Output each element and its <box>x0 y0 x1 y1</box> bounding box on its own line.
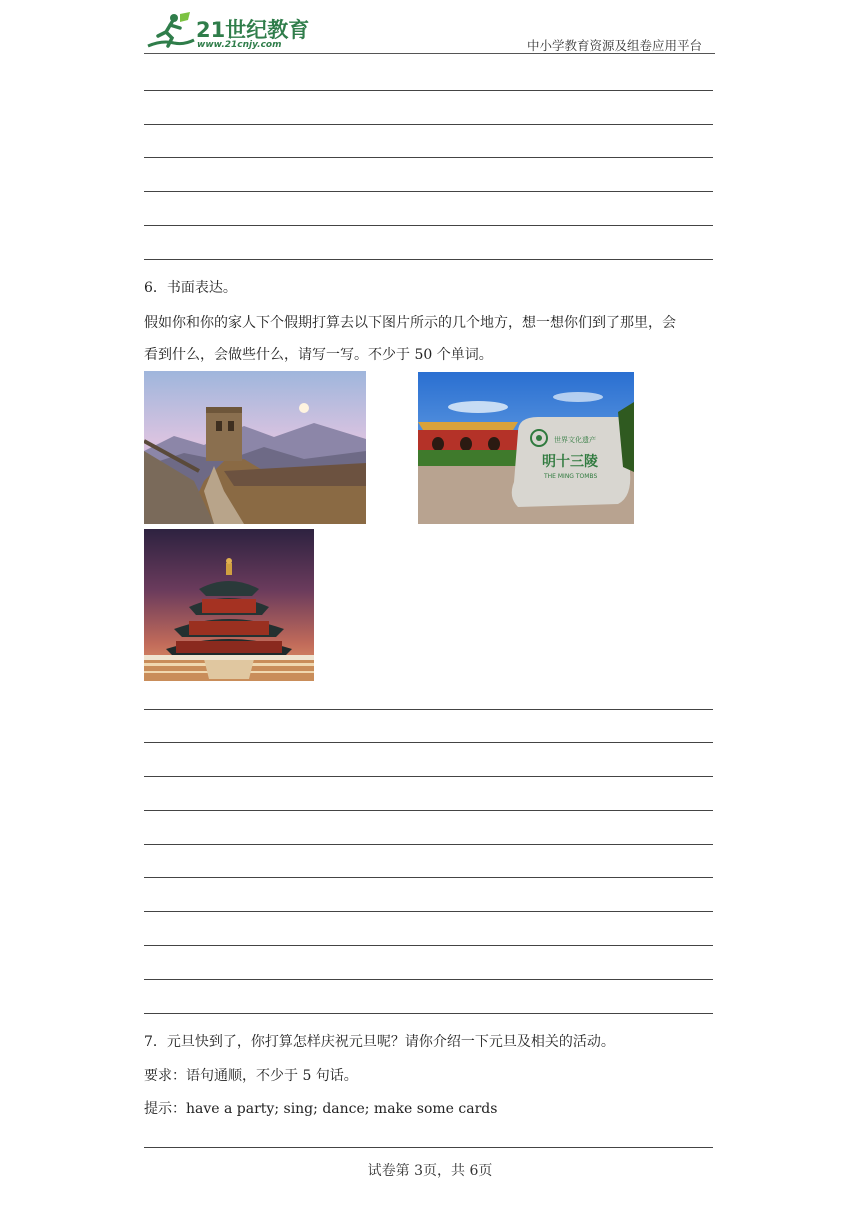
answer-line <box>144 709 713 710</box>
answer-line <box>144 124 713 125</box>
platform-label: 中小学教育资源及组卷应用平台 <box>526 38 702 53</box>
answer-line <box>144 877 713 878</box>
answer-line <box>144 979 713 980</box>
answer-line <box>144 191 713 192</box>
answer-line <box>144 1147 713 1148</box>
answer-line <box>144 945 713 946</box>
runner-logo-icon <box>144 10 196 52</box>
q7-title: 7．元旦快到了，你打算怎样庆祝元旦呢？请你介绍一下元旦及相关的活动。 <box>144 1034 615 1050</box>
answer-line <box>144 810 713 811</box>
q6-prompt-line2: 看到什么，会做些什么，请写一写。不少于 50 个单词。 <box>144 347 493 363</box>
ming-tombs-photo <box>418 372 634 524</box>
answer-line <box>144 742 713 743</box>
page-number: 试卷第 3页，共 6页 <box>367 1163 493 1179</box>
q7-requirement: 要求：语句通顺，不少于 5 句话。 <box>144 1068 358 1084</box>
answer-line <box>144 259 713 260</box>
answer-line <box>144 844 713 845</box>
answer-line <box>144 1013 713 1014</box>
q6-title: 6．书面表达。 <box>144 280 237 296</box>
answer-line <box>144 225 713 226</box>
stone-en-text: THE MING TOMBS <box>544 473 598 480</box>
q7-hint: 提示：have a party; sing; dance; make some cards <box>144 1101 498 1117</box>
answer-line <box>144 911 713 912</box>
great-wall-photo <box>144 371 366 524</box>
q6-prompt-line1: 假如你和你的家人下个假期打算去以下图片所示的几个地方，想一想你们到了那里，会 <box>144 315 676 331</box>
temple-of-heaven-photo <box>144 529 314 681</box>
logo-title: 21世纪教育 <box>196 18 310 42</box>
header-divider <box>144 53 715 54</box>
stone-small-text: 世界文化遗产 <box>554 436 596 444</box>
answer-line <box>144 90 713 91</box>
logo-url: www.21cnjy.com <box>197 40 282 50</box>
answer-line <box>144 157 713 158</box>
answer-line <box>144 776 713 777</box>
stone-main-text: 明十三陵 <box>542 454 598 470</box>
